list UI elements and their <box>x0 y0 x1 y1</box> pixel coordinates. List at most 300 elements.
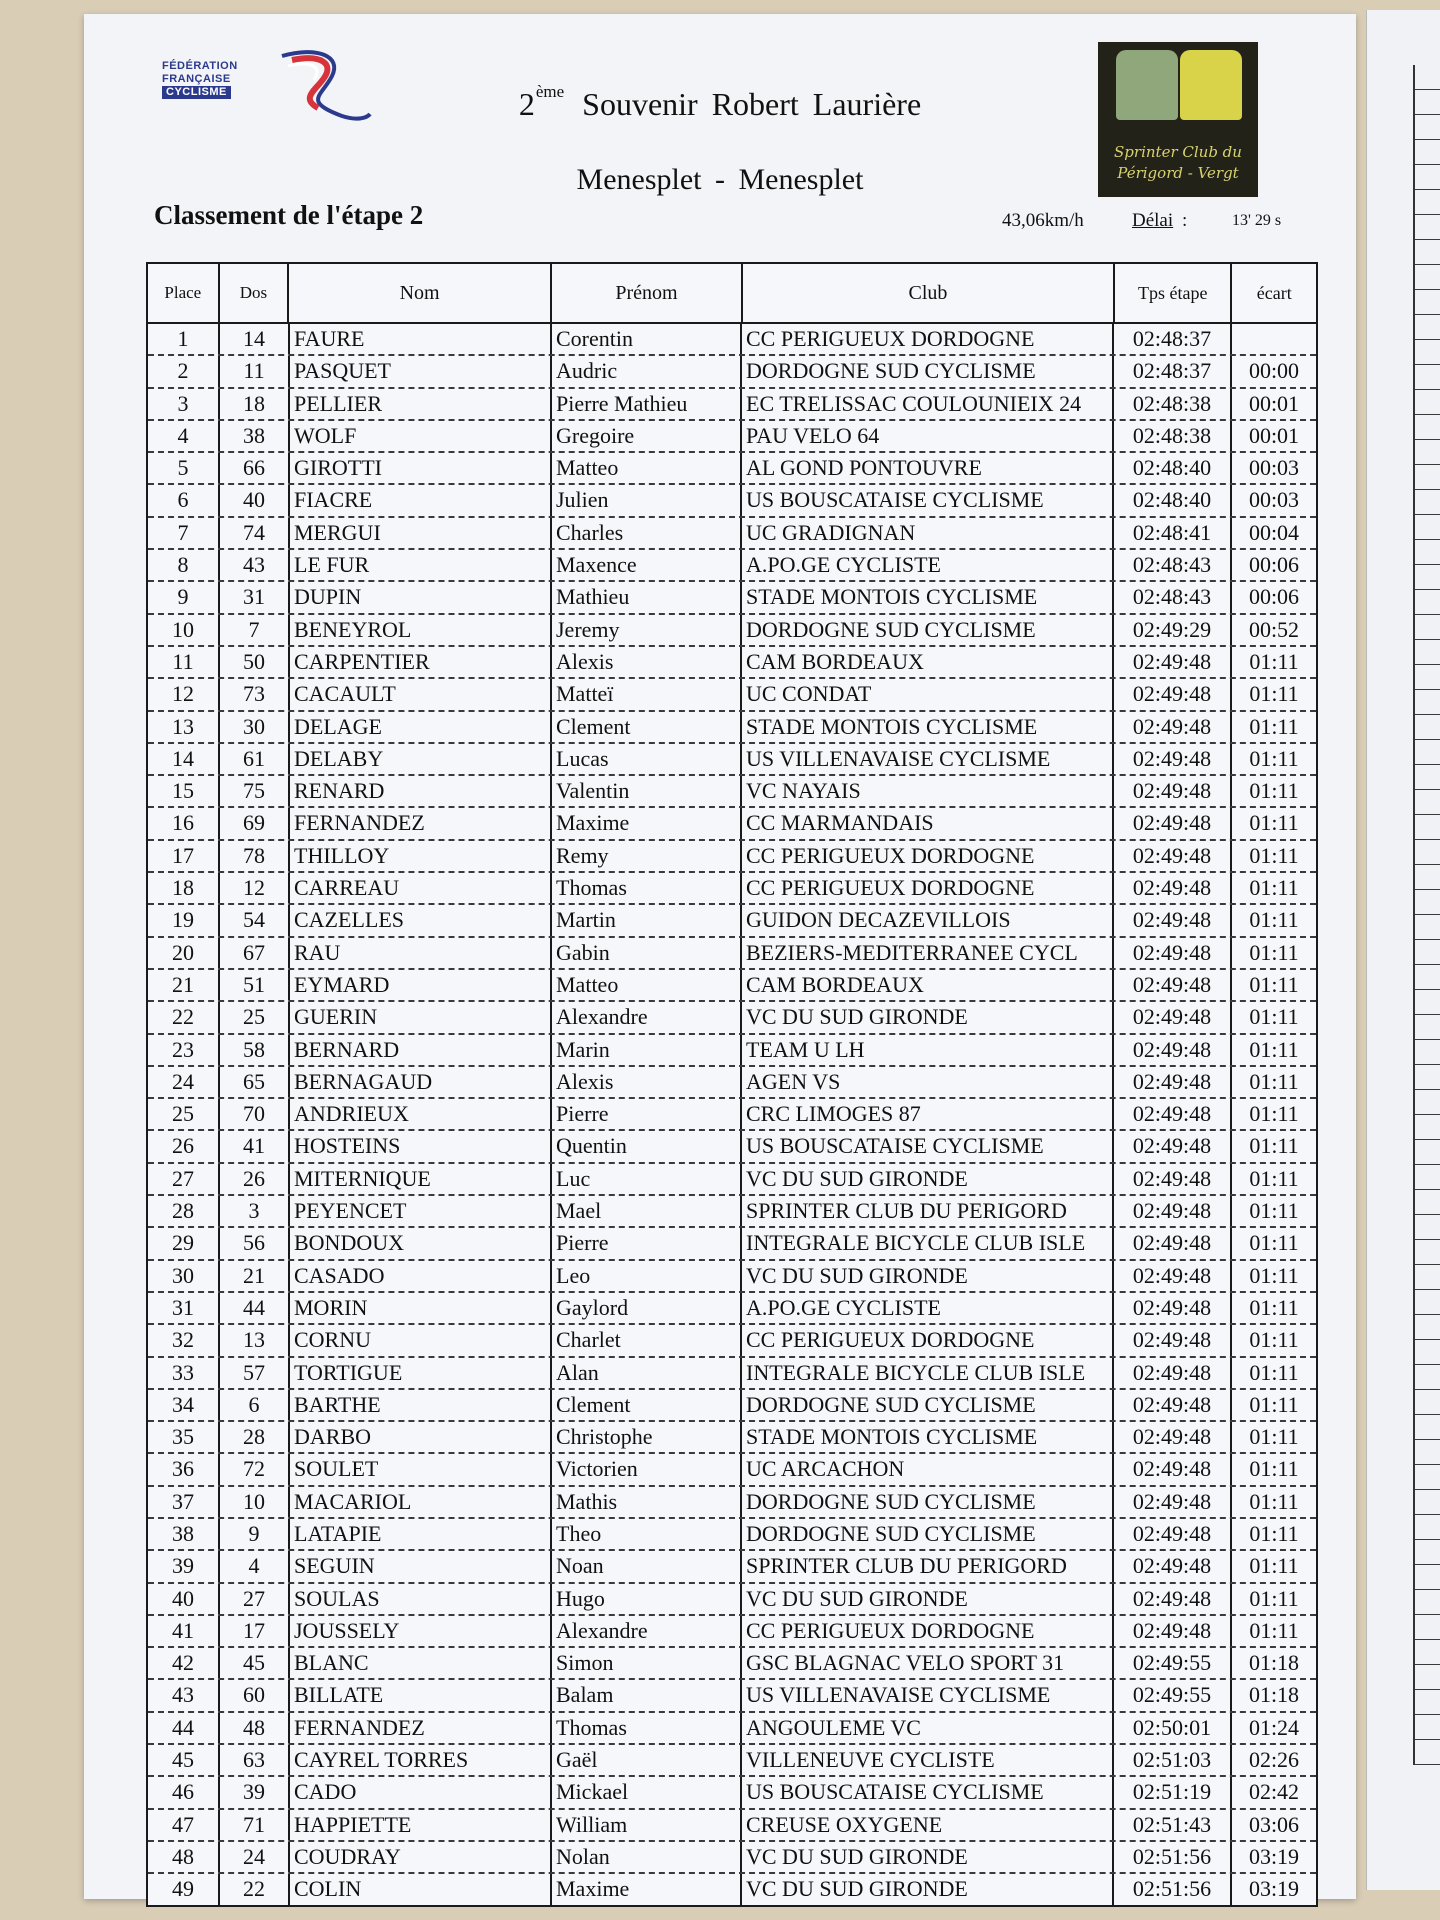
cell-club: VILLENEUVE CYCLISTE <box>742 1745 1114 1775</box>
header-tps-etape: Tps étape <box>1115 264 1232 322</box>
cell-prenom: Luc <box>552 1164 742 1194</box>
cell-nom: CADO <box>290 1777 552 1807</box>
cell-ecart: 01:11 <box>1249 1553 1299 1579</box>
cell-tps-etape: 02:49:48 <box>1114 970 1232 1000</box>
table-row <box>148 518 1316 550</box>
cell-nom: MERGUI <box>290 518 552 548</box>
cell-tps-etape: 02:49:55 <box>1114 1680 1232 1710</box>
cell-dos: 69 <box>220 808 290 838</box>
table-row <box>148 389 1316 421</box>
cell-dos: 25 <box>220 1002 290 1032</box>
cell-place: 19 <box>148 905 220 935</box>
cell-dos: 48 <box>220 1713 290 1743</box>
table-row <box>148 712 1316 744</box>
cell-place: 22 <box>148 1002 220 1032</box>
cell-place: 43 <box>148 1680 220 1710</box>
cell-ecart: 02:26 <box>1248 1747 1300 1773</box>
cell-tps-etape: 02:48:40 <box>1114 453 1232 483</box>
cell-place: 27 <box>148 1164 220 1194</box>
cell-dos: 54 <box>220 905 290 935</box>
table-row <box>148 1745 1316 1777</box>
cell-place: 39 <box>148 1551 220 1581</box>
table-row <box>148 1261 1316 1293</box>
cell-prenom: Alan <box>552 1358 742 1388</box>
header-club: Club <box>743 264 1115 322</box>
table-row <box>148 1390 1316 1422</box>
cell-prenom: Maxime <box>552 1874 742 1904</box>
cell-club: UC ARCACHON <box>742 1454 1114 1484</box>
cell-dos: 21 <box>220 1261 290 1291</box>
ffc-logo-line2: FRANÇAISE <box>162 73 231 85</box>
cell-dos: 7 <box>220 615 290 645</box>
cell-ecart: 01:11 <box>1249 1101 1299 1127</box>
cell-club: US BOUSCATAISE CYCLISME <box>742 1777 1114 1807</box>
cell-ecart: 01:11 <box>1249 1617 1299 1643</box>
cell-dos: 44 <box>220 1293 290 1323</box>
cell-dos: 65 <box>220 1067 290 1097</box>
cell-tps-etape: 02:49:48 <box>1114 1422 1232 1452</box>
cell-club: UC GRADIGNAN <box>742 518 1114 548</box>
cell-ecart: 01:18 <box>1248 1650 1300 1676</box>
cell-place: 1 <box>148 324 220 354</box>
cell-place: 34 <box>148 1390 220 1420</box>
cell-prenom: Remy <box>552 841 742 871</box>
cell-tps-etape: 02:50:01 <box>1114 1713 1232 1743</box>
cell-tps-etape: 02:49:48 <box>1114 905 1232 935</box>
cell-ecart: 01:11 <box>1249 1230 1299 1256</box>
cell-tps-etape: 02:48:40 <box>1114 485 1232 515</box>
table-row <box>148 744 1316 776</box>
table-row <box>148 1002 1316 1034</box>
cell-ecart: 01:11 <box>1249 1262 1299 1288</box>
cell-place: 6 <box>148 485 220 515</box>
table-row <box>148 776 1316 808</box>
cell-dos: 63 <box>220 1745 290 1775</box>
cell-ecart: 01:11 <box>1249 778 1299 804</box>
cell-place: 12 <box>148 679 220 709</box>
cell-nom: COUDRAY <box>290 1842 552 1872</box>
cell-prenom: Corentin <box>552 324 742 354</box>
delai-label: Délai <box>1132 210 1174 231</box>
cell-nom: HAPPIETTE <box>290 1810 552 1840</box>
cell-nom: LE FUR <box>290 550 552 580</box>
average-speed: 43,06km/h <box>1002 210 1084 231</box>
badge-line2: Périgord - Vergt <box>1117 164 1239 182</box>
cell-ecart: 00:03 <box>1248 455 1300 481</box>
cell-club: AGEN VS <box>742 1067 1114 1097</box>
cell-ecart: 01:11 <box>1249 875 1299 901</box>
cell-dos: 61 <box>220 744 290 774</box>
cell-tps-etape: 02:51:56 <box>1114 1874 1232 1904</box>
cell-nom: CARREAU <box>290 873 552 903</box>
cell-dos: 78 <box>220 841 290 871</box>
table-row <box>148 421 1316 453</box>
cell-ecart: 00:06 <box>1248 552 1300 578</box>
cell-place: 32 <box>148 1325 220 1355</box>
cell-dos: 31 <box>220 582 290 612</box>
cell-nom: GIROTTI <box>290 453 552 483</box>
cell-prenom: Matteï <box>552 679 742 709</box>
badge-text <box>1098 142 1258 184</box>
cell-prenom: Christophe <box>552 1422 742 1452</box>
cell-ecart: 03:06 <box>1248 1811 1300 1837</box>
cell-ecart: 01:11 <box>1249 810 1299 836</box>
cell-nom: BLANC <box>290 1648 552 1678</box>
cell-nom: ANDRIEUX <box>290 1099 552 1129</box>
cell-club: US VILLENAVAISE CYCLISME <box>742 1680 1114 1710</box>
cell-club: STADE MONTOIS CYCLISME <box>742 1422 1114 1452</box>
cell-place: 25 <box>148 1099 220 1129</box>
cell-place: 40 <box>148 1584 220 1614</box>
cell-club: EC TRELISSAC COULOUNIEIX 24 <box>742 389 1114 419</box>
race-edition: 2 <box>518 86 535 122</box>
cell-nom: BERNAGAUD <box>290 1067 552 1097</box>
cell-dos: 43 <box>220 550 290 580</box>
cell-nom: LATAPIE <box>290 1519 552 1549</box>
cell-tps-etape: 02:49:48 <box>1114 744 1232 774</box>
cell-prenom: Matteo <box>552 453 742 483</box>
cell-prenom: Mickael <box>552 1777 742 1807</box>
cell-ecart: 01:11 <box>1249 1391 1299 1417</box>
table-row <box>148 1874 1316 1904</box>
cell-club: VC DU SUD GIRONDE <box>742 1002 1114 1032</box>
cell-place: 21 <box>148 970 220 1000</box>
cell-club: SPRINTER CLUB DU PERIGORD <box>742 1551 1114 1581</box>
cell-nom: CACAULT <box>290 679 552 709</box>
cell-place: 33 <box>148 1358 220 1388</box>
cell-club: CRC LIMOGES 87 <box>742 1099 1114 1129</box>
cell-prenom: Charlet <box>552 1325 742 1355</box>
cell-nom: FIACRE <box>290 485 552 515</box>
cell-ecart: 00:01 <box>1248 390 1300 416</box>
cell-prenom: Victorien <box>552 1454 742 1484</box>
cell-place: 10 <box>148 615 220 645</box>
cell-prenom: Thomas <box>552 873 742 903</box>
cell-club: CC PERIGUEUX DORDOGNE <box>742 841 1114 871</box>
cell-nom: MITERNIQUE <box>290 1164 552 1194</box>
cell-tps-etape: 02:49:48 <box>1114 776 1232 806</box>
cell-tps-etape: 02:49:29 <box>1114 615 1232 645</box>
cell-ecart: 01:11 <box>1249 1036 1299 1062</box>
cell-club: VC DU SUD GIRONDE <box>742 1842 1114 1872</box>
table-row <box>148 1842 1316 1874</box>
cell-club: CC PERIGUEUX DORDOGNE <box>742 1325 1114 1355</box>
cell-club: VC DU SUD GIRONDE <box>742 1261 1114 1291</box>
cell-club: BEZIERS-MEDITERRANEE CYCL <box>742 938 1114 968</box>
cell-dos: 11 <box>220 356 290 386</box>
cell-place: 24 <box>148 1067 220 1097</box>
cell-club: VC DU SUD GIRONDE <box>742 1874 1114 1904</box>
table-row <box>148 1648 1316 1680</box>
cell-nom: TORTIGUE <box>290 1358 552 1388</box>
cell-tps-etape: 02:49:48 <box>1114 1131 1232 1161</box>
cell-ecart: 00:06 <box>1248 584 1300 610</box>
cell-place: 29 <box>148 1228 220 1258</box>
cell-place: 46 <box>148 1777 220 1807</box>
table-row <box>148 1551 1316 1583</box>
cell-prenom: Leo <box>552 1261 742 1291</box>
cell-prenom: Pierre <box>552 1228 742 1258</box>
cell-club: DORDOGNE SUD CYCLISME <box>742 615 1114 645</box>
adjacent-page <box>1366 10 1440 1890</box>
cell-club: VC DU SUD GIRONDE <box>742 1584 1114 1614</box>
cell-dos: 38 <box>220 421 290 451</box>
header-prenom: Prénom <box>552 264 743 322</box>
cell-prenom: Mathis <box>552 1487 742 1517</box>
cell-dos: 17 <box>220 1616 290 1646</box>
cell-ecart: 03:19 <box>1248 1843 1300 1869</box>
cell-place: 37 <box>148 1487 220 1517</box>
cell-prenom: Clement <box>552 712 742 742</box>
cell-club: GUIDON DECAZEVILLOIS <box>742 905 1114 935</box>
cell-prenom: Alexandre <box>552 1002 742 1032</box>
table-row <box>148 938 1316 970</box>
cell-tps-etape: 02:49:48 <box>1114 712 1232 742</box>
cell-prenom: Martin <box>552 905 742 935</box>
cell-place: 20 <box>148 938 220 968</box>
cell-prenom: Theo <box>552 1519 742 1549</box>
cell-prenom: Noan <box>552 1551 742 1581</box>
race-edition-suffix: ème <box>535 82 565 101</box>
cell-nom: JOUSSELY <box>290 1616 552 1646</box>
cell-club: US BOUSCATAISE CYCLISME <box>742 1131 1114 1161</box>
header-dos: Dos <box>220 264 290 322</box>
cell-club: INTEGRALE BICYCLE CLUB ISLE <box>742 1228 1114 1258</box>
cell-prenom: Clement <box>552 1390 742 1420</box>
cell-dos: 30 <box>220 712 290 742</box>
cell-club: CC PERIGUEUX DORDOGNE <box>742 324 1114 354</box>
cell-tps-etape: 02:49:48 <box>1114 647 1232 677</box>
cell-place: 5 <box>148 453 220 483</box>
table-row <box>148 808 1316 840</box>
cell-ecart: 00:00 <box>1248 358 1300 384</box>
cell-ecart: 01:11 <box>1249 1165 1299 1191</box>
cell-place: 18 <box>148 873 220 903</box>
cell-place: 7 <box>148 518 220 548</box>
cell-club: VC DU SUD GIRONDE <box>742 1164 1114 1194</box>
table-row <box>148 1099 1316 1131</box>
cell-tps-etape: 02:48:38 <box>1114 389 1232 419</box>
cell-nom: PEYENCET <box>290 1196 552 1226</box>
table-body <box>148 324 1316 1905</box>
cell-tps-etape: 02:49:48 <box>1114 1487 1232 1517</box>
cell-ecart: 00:52 <box>1248 616 1300 642</box>
cell-club: CAM BORDEAUX <box>742 647 1114 677</box>
table-row <box>148 1131 1316 1163</box>
cell-place: 41 <box>148 1616 220 1646</box>
cell-nom: WOLF <box>290 421 552 451</box>
table-row <box>148 615 1316 647</box>
cell-dos: 72 <box>220 1454 290 1484</box>
cell-prenom: Marin <box>552 1035 742 1065</box>
cell-nom: DUPIN <box>290 582 552 612</box>
cell-dos: 51 <box>220 970 290 1000</box>
cell-club: STADE MONTOIS CYCLISME <box>742 582 1114 612</box>
cell-ecart: 01:11 <box>1249 1359 1299 1385</box>
cell-prenom: William <box>552 1810 742 1840</box>
cell-ecart: 01:11 <box>1249 1133 1299 1159</box>
cell-place: 17 <box>148 841 220 871</box>
cell-club: PAU VELO 64 <box>742 421 1114 451</box>
cell-ecart: 01:11 <box>1249 1456 1299 1482</box>
cell-dos: 22 <box>220 1874 290 1904</box>
cell-prenom: Maxime <box>552 808 742 838</box>
table-row <box>148 1487 1316 1519</box>
table-row <box>148 679 1316 711</box>
cell-dos: 14 <box>220 324 290 354</box>
cell-nom: DELABY <box>290 744 552 774</box>
table-row <box>148 582 1316 614</box>
cell-club: INTEGRALE BICYCLE CLUB ISLE <box>742 1358 1114 1388</box>
cell-dos: 41 <box>220 1131 290 1161</box>
cell-dos: 24 <box>220 1842 290 1872</box>
cell-club: US BOUSCATAISE CYCLISME <box>742 485 1114 515</box>
cell-ecart: 01:11 <box>1249 842 1299 868</box>
table-row <box>148 1519 1316 1551</box>
cell-place: 30 <box>148 1261 220 1291</box>
cell-place: 4 <box>148 421 220 451</box>
cell-place: 47 <box>148 1810 220 1840</box>
cell-dos: 60 <box>220 1680 290 1710</box>
cell-prenom: Matteo <box>552 970 742 1000</box>
cell-dos: 58 <box>220 1035 290 1065</box>
cell-place: 49 <box>148 1874 220 1904</box>
cell-prenom: Maxence <box>552 550 742 580</box>
cell-prenom: Mathieu <box>552 582 742 612</box>
cell-prenom: Simon <box>552 1648 742 1678</box>
cell-dos: 50 <box>220 647 290 677</box>
cell-club: CAM BORDEAUX <box>742 970 1114 1000</box>
cell-club: DORDOGNE SUD CYCLISME <box>742 1390 1114 1420</box>
table-row <box>148 550 1316 582</box>
cell-tps-etape: 02:51:56 <box>1114 1842 1232 1872</box>
cell-prenom: Alexandre <box>552 1616 742 1646</box>
table-row <box>148 1454 1316 1486</box>
ffc-logo-line1: FÉDÉRATION <box>162 60 238 72</box>
cell-club: A.PO.GE CYCLISTE <box>742 550 1114 580</box>
cell-nom: BONDOUX <box>290 1228 552 1258</box>
cell-dos: 27 <box>220 1584 290 1614</box>
cell-nom: DELAGE <box>290 712 552 742</box>
cell-place: 36 <box>148 1454 220 1484</box>
cell-tps-etape: 02:49:48 <box>1114 873 1232 903</box>
cell-nom: CARPENTIER <box>290 647 552 677</box>
cell-nom: RAU <box>290 938 552 968</box>
cell-prenom: Gregoire <box>552 421 742 451</box>
cell-prenom: Nolan <box>552 1842 742 1872</box>
cell-club: DORDOGNE SUD CYCLISME <box>742 1519 1114 1549</box>
cell-place: 26 <box>148 1131 220 1161</box>
race-route: Menesplet - Menesplet <box>576 163 864 196</box>
table-row <box>148 1810 1316 1842</box>
cell-nom: BENEYROL <box>290 615 552 645</box>
cell-prenom: Audric <box>552 356 742 386</box>
table-row <box>148 1422 1316 1454</box>
cell-place: 23 <box>148 1035 220 1065</box>
cell-club: CC PERIGUEUX DORDOGNE <box>742 1616 1114 1646</box>
cell-dos: 57 <box>220 1358 290 1388</box>
cell-dos: 13 <box>220 1325 290 1355</box>
cell-dos: 73 <box>220 679 290 709</box>
cell-ecart: 01:11 <box>1249 1198 1299 1224</box>
cell-nom: DARBO <box>290 1422 552 1452</box>
cell-ecart: 00:01 <box>1248 422 1300 448</box>
cell-nom: SEGUIN <box>290 1551 552 1581</box>
cell-ecart: 02:42 <box>1248 1779 1300 1805</box>
cell-tps-etape: 02:49:48 <box>1114 1002 1232 1032</box>
cell-ecart: 01:11 <box>1249 1585 1299 1611</box>
cell-club: GSC BLAGNAC VELO SPORT 31 <box>742 1648 1114 1678</box>
cell-club: TEAM U LH <box>742 1035 1114 1065</box>
cell-ecart: 01:11 <box>1249 713 1299 739</box>
cell-nom: MACARIOL <box>290 1487 552 1517</box>
adjacent-page-table <box>1413 65 1440 1765</box>
table-row <box>148 1293 1316 1325</box>
cell-tps-etape: 02:48:41 <box>1114 518 1232 548</box>
table-row <box>148 1164 1316 1196</box>
cell-ecart: 01:11 <box>1249 907 1299 933</box>
cell-place: 13 <box>148 712 220 742</box>
cell-ecart: 00:03 <box>1248 487 1300 513</box>
cell-prenom: Mael <box>552 1196 742 1226</box>
table-row <box>148 453 1316 485</box>
cell-ecart: 03:19 <box>1248 1876 1300 1902</box>
header-ecart: écart <box>1256 282 1292 303</box>
cell-dos: 40 <box>220 485 290 515</box>
table-row <box>148 905 1316 937</box>
cell-ecart: 01:18 <box>1248 1682 1300 1708</box>
cell-prenom: Valentin <box>552 776 742 806</box>
ffc-logo-line3: CYCLISME <box>162 86 231 99</box>
table-row <box>148 1713 1316 1745</box>
cell-nom: CORNU <box>290 1325 552 1355</box>
cell-nom: BERNARD <box>290 1035 552 1065</box>
table-row <box>148 1035 1316 1067</box>
stage-heading: Classement de l'étape 2 <box>154 200 424 230</box>
cell-nom: SOULAS <box>290 1584 552 1614</box>
cell-ecart: 01:11 <box>1249 1520 1299 1546</box>
cell-ecart: 01:11 <box>1249 745 1299 771</box>
table-row <box>148 1616 1316 1648</box>
cell-dos: 28 <box>220 1422 290 1452</box>
cell-nom: RENARD <box>290 776 552 806</box>
jersey-icon <box>1180 50 1242 120</box>
cell-nom: PASQUET <box>290 356 552 386</box>
cell-prenom: Alexis <box>552 1067 742 1097</box>
cell-dos: 10 <box>220 1487 290 1517</box>
cell-dos: 45 <box>220 1648 290 1678</box>
cell-nom: HOSTEINS <box>290 1131 552 1161</box>
cell-tps-etape: 02:49:48 <box>1114 1616 1232 1646</box>
cell-prenom: Charles <box>552 518 742 548</box>
cell-ecart: 01:11 <box>1249 1068 1299 1094</box>
cell-tps-etape: 02:49:48 <box>1114 938 1232 968</box>
cell-tps-etape: 02:49:48 <box>1114 1390 1232 1420</box>
cell-nom: GUERIN <box>290 1002 552 1032</box>
cell-dos: 12 <box>220 873 290 903</box>
cell-dos: 71 <box>220 1810 290 1840</box>
cell-place: 28 <box>148 1196 220 1226</box>
cell-tps-etape: 02:49:48 <box>1114 1261 1232 1291</box>
cell-prenom: Gabin <box>552 938 742 968</box>
table-row <box>148 356 1316 388</box>
cell-tps-etape: 02:49:48 <box>1114 1035 1232 1065</box>
cell-dos: 56 <box>220 1228 290 1258</box>
cell-nom: EYMARD <box>290 970 552 1000</box>
cell-dos: 70 <box>220 1099 290 1129</box>
cell-tps-etape: 02:48:37 <box>1114 324 1232 354</box>
cell-tps-etape: 02:48:37 <box>1114 356 1232 386</box>
